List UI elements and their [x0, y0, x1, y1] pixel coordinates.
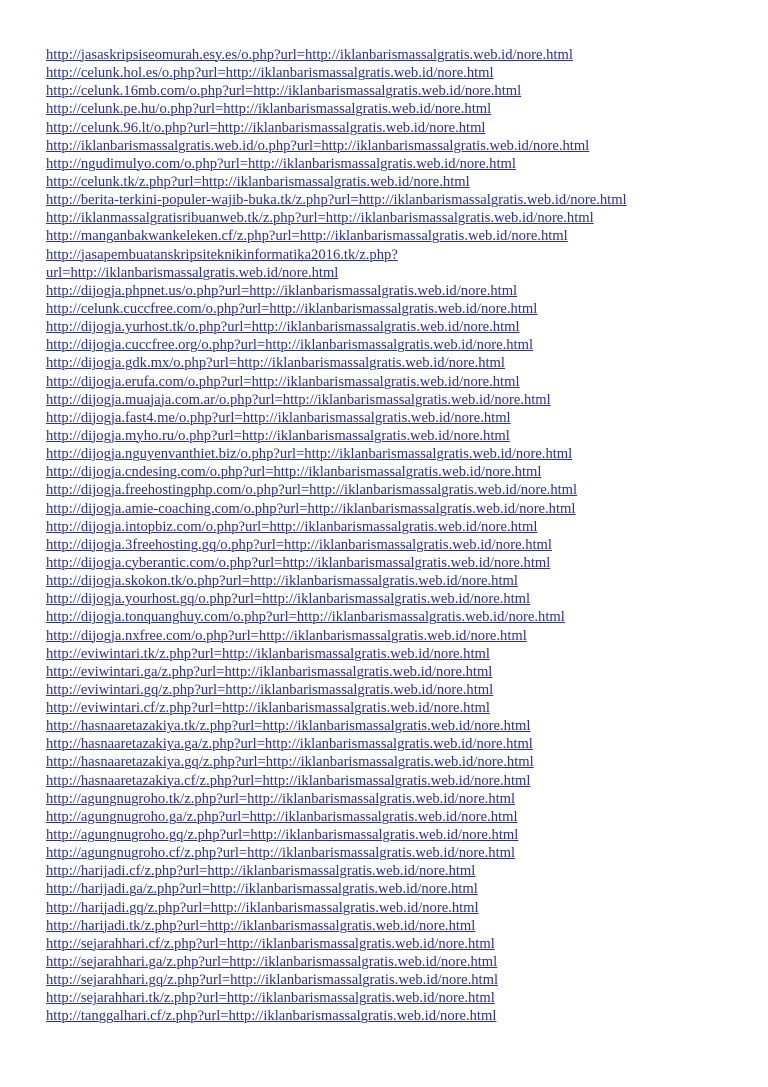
list-item [46, 100, 746, 118]
url-link[interactable]: http://harijadi.cf/z.php?url=http://iklanbarismassalgratis.web.id/nore.html [46, 863, 476, 880]
list-item [46, 173, 746, 191]
url-link[interactable]: http://jasapembuatanskripsiteknikinformatika2016.tk/z.php? [46, 246, 398, 263]
list-item [46, 971, 746, 989]
list-item [46, 336, 746, 354]
list-item [46, 518, 746, 536]
list-item [46, 880, 746, 898]
url-link[interactable]: http://hasnaaretazakiya.gq/z.php?url=http://iklanbarismassalgratis.web.id/nore.html [46, 754, 534, 771]
list-item [46, 826, 746, 844]
link-list [46, 46, 746, 1026]
url-link[interactable]: http://agungnugroho.cf/z.php?url=http://iklanbarismassalgratis.web.id/nore.html [46, 845, 516, 862]
url-link[interactable]: http://dijogja.yourhost.gq/o.php?url=http://iklanbarismassalgratis.web.id/nore.html [46, 591, 531, 608]
list-item [46, 572, 746, 590]
url-link[interactable]: http://dijogja.skokon.tk/o.php?url=http://iklanbarismassalgratis.web.id/nore.html [46, 573, 518, 590]
list-item [46, 64, 746, 82]
url-link[interactable]: http://harijadi.gq/z.php?url=http://iklanbarismassalgratis.web.id/nore.html [46, 899, 479, 916]
url-link[interactable]: http://dijogja.gdk.mx/o.php?url=http://iklanbarismassalgratis.web.id/nore.html [46, 355, 505, 372]
url-link[interactable]: http://dijogja.nguyenvanthiet.biz/o.php?url=http://iklanbarismassalgratis.web.id/nore.html [46, 446, 573, 463]
url-link[interactable]: http://iklanbarismassalgratis.web.id/o.php?url=http://iklanbarismassalgratis.web.id/nore.html [46, 137, 590, 154]
list-item [46, 282, 746, 300]
url-link[interactable]: http://dijogja.fast4.me/o.php?url=http://iklanbarismassalgratis.web.id/nore.html [46, 409, 511, 426]
list-item [46, 119, 746, 137]
list-item [46, 790, 746, 808]
list-item [46, 953, 746, 971]
url-link[interactable]: http://sejarahhari.cf/z.php?url=http://iklanbarismassalgratis.web.id/nore.html [46, 935, 495, 952]
url-link[interactable]: http://sejarahhari.ga/z.php?url=http://iklanbarismassalgratis.web.id/nore.html [46, 954, 498, 971]
list-item [46, 409, 746, 427]
list-item [46, 554, 746, 572]
document-page [46, 46, 746, 1026]
url-link[interactable]: http://agungnugroho.gq/z.php?url=http://iklanbarismassalgratis.web.id/nore.html [46, 827, 519, 844]
list-item [46, 753, 746, 771]
list-item [46, 862, 746, 880]
url-link[interactable]: http://celunk.cuccfree.com/o.php?url=http://iklanbarismassalgratis.web.id/nore.html [46, 300, 538, 317]
url-link[interactable]: http://sejarahhari.gq/z.php?url=http://iklanbarismassalgratis.web.id/nore.html [46, 972, 499, 989]
url-link[interactable]: http://dijogja.myho.ru/o.php?url=http://iklanbarismassalgratis.web.id/nore.html [46, 427, 510, 444]
url-link[interactable]: http://celunk.tk/z.php?url=http://iklanbarismassalgratis.web.id/nore.html [46, 173, 470, 190]
url-link[interactable]: http://iklanmassalgratisribuanweb.tk/z.php?url=http://iklanbarismassalgratis.web.id/nore.html [46, 210, 594, 227]
url-link[interactable]: http://hasnaaretazakiya.cf/z.php?url=http://iklanbarismassalgratis.web.id/nore.html [46, 772, 531, 789]
url-link[interactable]: http://celunk.pe.hu/o.php?url=http://iklanbarismassalgratis.web.id/nore.html [46, 101, 492, 118]
list-item [46, 318, 746, 336]
list-item [46, 844, 746, 862]
list-item [46, 137, 746, 155]
url-link[interactable]: http://dijogja.freehostingphp.com/o.php?url=http://iklanbarismassalgratis.web.id/nore.html [46, 482, 578, 499]
list-item [46, 463, 746, 481]
url-link[interactable]: http://agungnugroho.ga/z.php?url=http://iklanbarismassalgratis.web.id/nore.html [46, 808, 518, 825]
url-link[interactable]: http://dijogja.phpnet.us/o.php?url=http://iklanbarismassalgratis.web.id/nore.html [46, 282, 518, 299]
list-item [46, 772, 746, 790]
list-item [46, 663, 746, 681]
url-link[interactable]: url=http://iklanbarismassalgratis.web.id/nore.html [46, 264, 339, 281]
list-item [46, 155, 746, 173]
list-item [46, 82, 746, 100]
url-link[interactable]: http://dijogja.cndesing.com/o.php?url=http://iklanbarismassalgratis.web.id/nore.html [46, 464, 542, 481]
list-item [46, 989, 746, 1007]
list-item [46, 735, 746, 753]
url-link[interactable]: http://hasnaaretazakiya.tk/z.php?url=http://iklanbarismassalgratis.web.id/nore.html [46, 718, 531, 735]
list-item [46, 627, 746, 645]
url-link[interactable]: http://dijogja.yurhost.tk/o.php?url=http://iklanbarismassalgratis.web.id/nore.html [46, 319, 520, 336]
list-item [46, 209, 746, 227]
url-link[interactable]: http://dijogja.amie-coaching.com/o.php?url=http://iklanbarismassalgratis.web.id/nore.html [46, 500, 576, 517]
list-item [46, 681, 746, 699]
url-link[interactable]: http://dijogja.muajaja.com.ar/o.php?url=http://iklanbarismassalgratis.web.id/nore.html [46, 391, 551, 408]
url-link[interactable]: http://celunk.hol.es/o.php?url=http://iklanbarismassalgratis.web.id/nore.html [46, 65, 494, 82]
list-item [46, 427, 746, 445]
list-item [46, 536, 746, 554]
url-link[interactable]: http://dijogja.erufa.com/o.php?url=http://iklanbarismassalgratis.web.id/nore.html [46, 373, 520, 390]
url-link[interactable]: http://manganbakwankeleken.cf/z.php?url=http://iklanbarismassalgratis.web.id/nore.html [46, 228, 568, 245]
list-item [46, 445, 746, 463]
url-link[interactable]: http://dijogja.3freehosting.gq/o.php?url=http://iklanbarismassalgratis.web.id/nore.html [46, 536, 552, 553]
list-item [46, 645, 746, 663]
url-link[interactable]: http://celunk.96.lt/o.php?url=http://iklanbarismassalgratis.web.id/nore.html [46, 119, 486, 136]
url-link[interactable]: http://dijogja.tonquanghuy.com/o.php?url=http://iklanbarismassalgratis.web.id/nore.html [46, 609, 565, 626]
list-item [46, 500, 746, 518]
list-item [46, 808, 746, 826]
url-link[interactable]: http://jasaskripsiseomurah.esy.es/o.php?url=http://iklanbarismassalgratis.web.id/nore.html [46, 47, 573, 63]
list-item [46, 264, 746, 282]
url-link[interactable]: http://hasnaaretazakiya.ga/z.php?url=http://iklanbarismassalgratis.web.id/nore.html [46, 736, 533, 753]
url-link[interactable]: http://dijogja.nxfree.com/o.php?url=http://iklanbarismassalgratis.web.id/nore.html [46, 627, 527, 644]
list-item [46, 373, 746, 391]
url-link[interactable]: http://dijogja.cyberantic.com/o.php?url=http://iklanbarismassalgratis.web.id/nore.html [46, 554, 551, 571]
list-item [46, 608, 746, 626]
url-link[interactable]: http://eviwintari.ga/z.php?url=http://iklanbarismassalgratis.web.id/nore.html [46, 663, 493, 680]
url-link[interactable]: http://eviwintari.cf/z.php?url=http://iklanbarismassalgratis.web.id/nore.html [46, 700, 490, 717]
url-link[interactable]: http://celunk.16mb.com/o.php?url=http://iklanbarismassalgratis.web.id/nore.html [46, 83, 522, 100]
list-item [46, 227, 746, 245]
list-item [46, 590, 746, 608]
list-item [46, 917, 746, 935]
url-link[interactable]: http://ngudimulyo.com/o.php?url=http://iklanbarismassalgratis.web.id/nore.html [46, 155, 516, 172]
url-link[interactable]: http://agungnugroho.tk/z.php?url=http://iklanbarismassalgratis.web.id/nore.html [46, 790, 516, 807]
url-link[interactable]: http://eviwintari.tk/z.php?url=http://iklanbarismassalgratis.web.id/nore.html [46, 645, 490, 662]
list-item [46, 699, 746, 717]
list-item [46, 481, 746, 499]
list-item [46, 354, 746, 372]
url-link[interactable]: http://berita-terkini-populer-wajib-buka.tk/z.php?url=http://iklanbarismassalgratis.web.id/nore.html [46, 192, 627, 209]
list-item [46, 246, 746, 264]
list-item [46, 391, 746, 409]
url-link[interactable]: http://dijogja.intopbiz.com/o.php?url=http://iklanbarismassalgratis.web.id/nore.html [46, 518, 538, 535]
list-item [46, 300, 746, 318]
list-item [46, 191, 746, 209]
list-item [46, 899, 746, 917]
url-link[interactable]: http://dijogja.cuccfree.org/o.php?url=http://iklanbarismassalgratis.web.id/nore.html [46, 337, 534, 354]
url-link[interactable]: http://harijadi.ga/z.php?url=http://iklanbarismassalgratis.web.id/nore.html [46, 881, 478, 898]
url-link[interactable]: http://harijadi.tk/z.php?url=http://iklanbarismassalgratis.web.id/nore.html [46, 917, 476, 934]
url-link[interactable]: http://tanggalhari.cf/z.php?url=http://iklanbarismassalgratis.web.id/nore.html [46, 1008, 497, 1025]
list-item [46, 717, 746, 735]
list-item [46, 1007, 746, 1025]
url-link[interactable]: http://sejarahhari.tk/z.php?url=http://iklanbarismassalgratis.web.id/nore.html [46, 990, 495, 1007]
list-item [46, 46, 746, 64]
url-link[interactable]: http://eviwintari.gq/z.php?url=http://iklanbarismassalgratis.web.id/nore.html [46, 681, 494, 698]
list-item [46, 935, 746, 953]
